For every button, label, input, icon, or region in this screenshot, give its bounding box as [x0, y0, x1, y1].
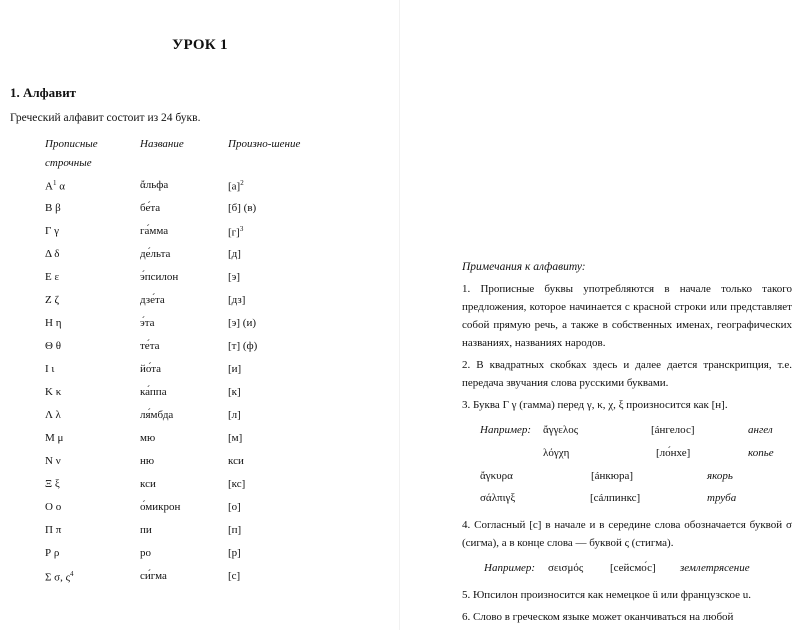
- alphabet-row: [0, 524, 400, 542]
- pronunciation-cell: [о]: [228, 501, 241, 513]
- letter-name-cell: мю: [140, 432, 156, 444]
- letter-cell: Γ γ: [45, 225, 59, 237]
- pronunciation-cell: [д]: [228, 248, 241, 260]
- header-pronunciation: Произно-шение: [228, 138, 301, 150]
- letter-cell: Κ κ: [45, 386, 62, 398]
- example-greek: σεισμός: [548, 562, 584, 574]
- example-transcription: [сáлпинкс]: [590, 492, 641, 504]
- letter-cell: Μ μ: [45, 432, 64, 444]
- example-translation: землетрясение: [680, 562, 750, 574]
- letter-cell: Δ δ: [45, 248, 60, 260]
- alphabet-row: [0, 455, 400, 473]
- letter-cell: Ρ ρ: [45, 547, 60, 559]
- note-4: 4. Согласный [с] в начале и в середине слова обозначается буквой σ (сигма), а в конце слова — буквой ς (стигма).: [462, 519, 792, 549]
- letter-name-cell: ля́мбда: [140, 409, 174, 421]
- note-1: 1. Прописные буквы употребляются в начале только такого предложения, которое начинается с красной строки или представляет собой прямую речь, а также в собственных именах, географических названиях, названиях народов.: [462, 283, 792, 349]
- alphabet-row: [0, 294, 400, 312]
- letter-cell: Σ σ, $\varsigma^4$: [45, 570, 74, 584]
- letter-name-cell: кси: [140, 478, 156, 490]
- header-uppercase: Прописные: [45, 138, 98, 150]
- pronunciation-cell: $[г]^3$: [228, 225, 244, 239]
- alphabet-row: [0, 547, 400, 565]
- alphabet-row: [0, 317, 400, 335]
- letter-cell: Ξ ξ: [45, 478, 60, 490]
- alphabet-row: [0, 478, 400, 496]
- letter-name-cell: о́микрон: [140, 501, 181, 513]
- header-lowercase: строчные: [45, 157, 92, 169]
- section-heading: 1. Алфавит: [10, 85, 77, 100]
- example-greek: ἄγκυρα: [480, 470, 513, 482]
- letter-cell: Ζ ζ: [45, 294, 60, 306]
- example-label: Например:: [484, 562, 536, 574]
- letter-cell: Ε ε: [45, 271, 60, 283]
- note-3: 3. Буква Γ γ (гамма) перед γ, κ, χ, ξ произносится как [н].: [462, 399, 728, 411]
- letter-name-cell: бе́та: [140, 202, 161, 214]
- pronunciation-cell: [л]: [228, 409, 241, 421]
- example-transcription: [áнгелос]: [651, 424, 695, 436]
- letter-cell: Β β: [45, 202, 61, 214]
- pronunciation-cell: [б] (в): [228, 202, 257, 214]
- alphabet-row: [0, 386, 400, 404]
- pronunciation-cell: [э] (и): [228, 317, 257, 329]
- letter-name-cell: де́льта: [140, 248, 171, 260]
- pronunciation-cell: [с]: [228, 570, 241, 582]
- pronunciation-cell: $[а]^2$: [228, 179, 244, 193]
- intro-text: Греческий алфавит состоит из 24 букв.: [10, 112, 201, 124]
- example-translation: копье: [748, 447, 774, 459]
- letter-cell: Ν ν: [45, 455, 61, 467]
- alphabet-row: [0, 409, 400, 427]
- letter-name-cell: ка́ппа: [140, 386, 167, 398]
- example-transcription: [ло́нхе]: [656, 447, 691, 459]
- pronunciation-cell: [р]: [228, 547, 241, 559]
- example-greek: λόγχη: [543, 447, 570, 459]
- note-2: 2. В квадратных скобках здесь и далее дается транскрипция, т.е. передача звучания слова русскими буквами.: [462, 359, 792, 389]
- letter-name-cell: э́та: [140, 317, 155, 329]
- note-6: 6. Слово в греческом языке может оканчиваться на любой: [462, 611, 734, 623]
- letter-name-cell: йо́та: [140, 363, 162, 375]
- example-greek: ἄγγελος: [543, 424, 579, 436]
- pronunciation-cell: [м]: [228, 432, 243, 444]
- example-translation: якорь: [707, 470, 733, 482]
- pronunciation-cell: [э]: [228, 271, 241, 283]
- letter-cell: Ο ο: [45, 501, 62, 513]
- pronunciation-cell: [и]: [228, 363, 242, 375]
- example-transcription: [áнкюра]: [591, 470, 634, 482]
- alphabet-row: [0, 225, 400, 243]
- example-greek: σάλπιγξ: [480, 492, 516, 504]
- letter-name-cell: си́гма: [140, 570, 167, 582]
- right-page: [400, 0, 800, 630]
- letter-name-cell: э́псилон: [140, 271, 179, 283]
- letter-name-cell: ро: [140, 547, 151, 559]
- alphabet-row: [0, 271, 400, 289]
- alphabet-row: [0, 432, 400, 450]
- alphabet-row: [0, 570, 400, 588]
- alphabet-row: [0, 202, 400, 220]
- example-translation: труба: [707, 492, 737, 504]
- pronunciation-cell: [к]: [228, 386, 241, 398]
- pronunciation-cell: [кс]: [228, 478, 246, 490]
- pronunciation-cell: [дз]: [228, 294, 246, 306]
- letter-name-cell: ἄльфа: [140, 179, 169, 191]
- letter-cell: Π π: [45, 524, 62, 536]
- alphabet-row: [0, 340, 400, 358]
- alphabet-row: [0, 501, 400, 519]
- letter-cell: Θ θ: [45, 340, 61, 352]
- lesson-title: УРОК 1: [172, 37, 228, 53]
- example-transcription: [сейсмо́с]: [610, 562, 656, 574]
- letter-cell: Λ λ: [45, 409, 61, 421]
- letter-name-cell: га́мма: [140, 225, 169, 237]
- header-name: Название: [140, 138, 184, 150]
- letter-name-cell: ню: [140, 455, 155, 467]
- alphabet-row: [0, 363, 400, 381]
- letter-cell: Ι ι: [45, 363, 55, 375]
- letter-name-cell: дзе́та: [140, 294, 165, 306]
- pronunciation-cell: кси: [228, 455, 244, 467]
- notes-heading: Примечания к алфавиту:: [462, 261, 586, 273]
- pronunciation-cell: [т] (ф): [228, 340, 258, 352]
- letter-name-cell: те́та: [140, 340, 160, 352]
- example-translation: ангел: [748, 424, 773, 436]
- example-label: Например:: [480, 424, 532, 436]
- letter-cell: Η η: [45, 317, 62, 329]
- alphabet-row: [0, 179, 400, 197]
- note-5: 5. Юпсилон произносится как немецкое ü или французское u.: [462, 589, 752, 601]
- letter-name-cell: пи: [140, 524, 152, 536]
- alphabet-row: [0, 248, 400, 266]
- letter-cell: $A^1$ α: [45, 179, 65, 193]
- pronunciation-cell: [п]: [228, 524, 242, 536]
